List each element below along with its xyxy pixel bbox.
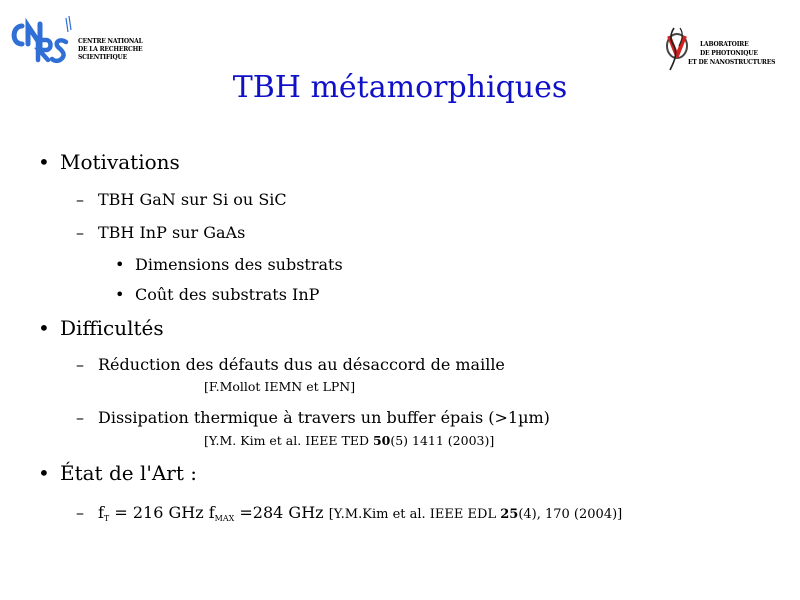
bullet-icon: • [115, 255, 125, 274]
reference-kim-ted [204, 433, 494, 448]
sub-bullet-reduction [76, 355, 505, 374]
sub-bullet-tbh-inp [76, 223, 245, 242]
sub-bullet-dissipation [76, 408, 550, 427]
sub-sub-bullet-text: Dimensions des substrats [135, 255, 343, 274]
lpn-line-3: ET DE NANOSTRUCTURES [688, 59, 776, 66]
bullet-icon: • [38, 316, 50, 340]
dash-icon: – [76, 408, 84, 427]
reference-text: (4), 170 (2004)] [518, 507, 623, 522]
sub-sub-bullet-text: Coût des substrats InP [135, 285, 320, 304]
cnrs-line-1: CENTRE NATIONAL [78, 38, 143, 45]
bullet-icon: • [115, 285, 125, 304]
bullet-icon: • [38, 461, 50, 485]
cnrs-logo [8, 14, 72, 68]
reference-text: [Y.M.Kim et al. IEEE EDL [328, 507, 501, 522]
dash-icon: – [76, 190, 84, 209]
sub-bullet-tbh-gan [76, 190, 287, 209]
dash-icon: – [76, 223, 84, 242]
sub-bullet-text: TBH GaN sur Si ou SiC [98, 190, 287, 209]
sub-sub-bullet-cout [115, 285, 319, 304]
dash-icon: – [76, 355, 84, 374]
bullet-text: Difficultés [60, 316, 164, 340]
dash-icon: – [76, 503, 84, 522]
reference-volume: 25 [500, 507, 519, 522]
cnrs-line-2: DE LA RECHERCHE [78, 46, 143, 53]
reference-volume: 50 [372, 433, 391, 448]
cnrs-name [78, 38, 143, 62]
bullet-icon: • [38, 150, 50, 174]
ft-value: = 216 GHz f [109, 503, 215, 522]
sub-bullet-text: TBH InP sur GaAs [98, 223, 246, 242]
fmax-subscript: MAX [214, 514, 235, 523]
bullet-text: État de l'Art : [60, 461, 197, 485]
bullet-motivations [38, 150, 180, 174]
cnrs-line-3: SCIENTIFIQUE [78, 54, 127, 61]
ft-subscript: T [103, 514, 110, 523]
fmax-value: =284 GHz [234, 503, 329, 522]
bullet-text: Motivations [60, 150, 180, 174]
sub-sub-bullet-dimensions [115, 255, 343, 274]
bullet-difficultes [38, 316, 164, 340]
sub-bullet-text: Dissipation thermique à travers un buffer épais (>1µm) [98, 408, 550, 427]
reference-text: (5) 1411 (2003)] [390, 433, 495, 448]
ft-symbol: f [98, 503, 104, 522]
slide-title: TBH métamorphiques [232, 70, 568, 105]
sub-bullet-text: Réduction des défauts dus au désaccord de maille [98, 355, 505, 374]
sub-bullet-performance [76, 503, 622, 523]
reference-mollot: [F.Mollot IEMN et LPN] [204, 379, 356, 394]
lpn-line-2: DE PHOTONIQUE [700, 50, 758, 57]
lpn-name [688, 40, 776, 67]
lpn-logo [660, 26, 698, 76]
lpn-line-1: LABORATOIRE [700, 41, 749, 48]
bullet-etat-art [38, 461, 197, 485]
reference-text: [Y.M. Kim et al. IEEE TED [204, 433, 373, 448]
